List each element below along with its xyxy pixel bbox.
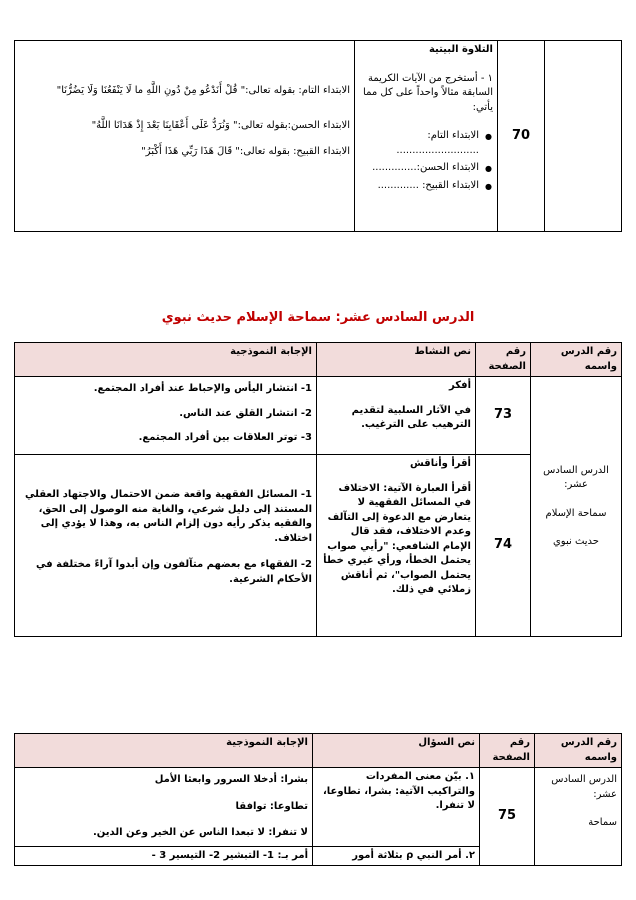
answer-cell	[15, 41, 355, 232]
table-lesson-activities	[14, 342, 622, 637]
activity-cell	[355, 41, 498, 232]
example-list	[359, 129, 493, 193]
answer-line: بشرا: أدخلا السرور وابعثا الأمل	[154, 774, 308, 785]
activity-cell	[317, 455, 476, 637]
answer-line: الابتداء القبيح: بقوله تعالى:" قَالَ هَذَا رَبِّي هَذَا أَكْبَرُ"	[141, 146, 350, 157]
list-item: ● الابتداء القبيح: .............	[359, 179, 479, 194]
header-page: رقم الصفحة	[476, 343, 531, 377]
table-row	[15, 377, 622, 455]
table-row	[15, 455, 622, 637]
answer-cell	[15, 455, 317, 637]
table-row	[15, 41, 622, 232]
lesson-name-line: سماحة	[588, 817, 617, 828]
empty-cell	[545, 41, 622, 232]
list-item: ● الابتداء الحسن:..............	[359, 161, 479, 176]
answer-line: تطاوعا: توافقا	[235, 800, 308, 812]
lesson-name-cell	[535, 768, 622, 866]
activity-title: التلاوة البيتية	[428, 44, 493, 55]
answer-line: 3- توتر العلاقات بين أفراد المجتمع.	[138, 432, 312, 443]
answer-line: 1- انتشار اليأس والإحباط عند أفراد المجتمع.	[93, 383, 312, 394]
table-header-row	[15, 734, 622, 768]
lesson-name-line: الدرس السادس عشر:	[543, 464, 609, 490]
answer-line: الابتداء التام: بقوله تعالى:" قُلْ أَنَدْعُو مِنْ دُونِ اللَّهِ ما لَا يَنْفَعُنَا وَلَا يَضُرُّنَا"	[56, 85, 350, 96]
page-number: 73	[476, 377, 531, 455]
answer-line: لا تنفرا: لا تبعدا الناس عن الخير وعن الدين.	[92, 827, 308, 838]
header-page: رقم الصفحة	[480, 734, 535, 768]
activity-title: أقرأ وأناقش	[410, 458, 471, 469]
answer-cell	[15, 846, 313, 866]
activity-cell	[317, 377, 476, 455]
answer-line: 1- المسائل الفقهية واقعة ضمن الاحتمال والاجتهاد العقلي المستند إلى دليل شرعي، والغاية منه الوصول إلى الحق، والفقيه يذكر رأيه دون إلزام الناس به، وهذا لا يؤدي إلى اختلاف.	[25, 489, 312, 544]
activity-text: في الآثار السلبية لتقديم الترهيب على الترغيب.	[351, 404, 471, 430]
header-question: نص السؤال	[313, 734, 480, 768]
lesson-name-line: حديث نبوي	[552, 536, 599, 547]
answer-line: 2- انتشار القلق عند الناس.	[179, 407, 312, 419]
table-recitation	[14, 40, 622, 232]
header-lesson: رقم الدرس واسمه	[535, 734, 622, 768]
page-number: 74	[476, 455, 531, 637]
answer-line: أمر بـ: 1- التبشير 2- التيسير 3 -	[151, 849, 308, 861]
header-answer: الإجابة النموذجية	[15, 343, 317, 377]
answer-cell	[15, 377, 317, 455]
header-lesson: رقم الدرس واسمه	[531, 343, 622, 377]
question-number: ١.	[465, 771, 475, 782]
page-number: 75	[480, 768, 535, 866]
table-header-row	[15, 343, 622, 377]
lesson-name-line: سماحة الإسلام	[545, 507, 607, 519]
activity-instruction: ١ - أستخرج من الآيات الكريمة السابقة مثالاً واحداً على كل مما يأتي:	[363, 72, 493, 113]
list-item: ● الابتداء التام: ..........................	[359, 129, 479, 158]
table-lesson-questions	[14, 733, 622, 866]
answer-cell	[15, 768, 313, 847]
table-row	[15, 768, 622, 847]
question-text: أمر النبي ρ بثلاثة أمور	[352, 849, 462, 861]
answer-line: 2- الفقهاء مع بعضهم متآلفون وإن أبدوا آراءً مختلفة في الأحكام الشرعية.	[36, 559, 312, 585]
page-number: 70	[498, 41, 545, 232]
header-answer: الإجابة النموذجية	[15, 734, 313, 768]
activity-text: أقرأ العبارة الآتية: الاختلاف في المسائل الفقهية لا يتعارض مع الدعوة إلى التآلف وعدم الاختلاف، فقد قال الإمام الشافعي: "رأيي صواب يحتمل الخطأ، ورأي غيري خطأ يحتمل الصواب"، ثم أناقش زملائي في ذلك.	[323, 482, 471, 595]
question-cell	[313, 768, 480, 847]
answer-line: الابتداء الحسن:بقوله تعالى:" وَنُرَدُّ عَلَى أَعْقَابِنَا بَعْدَ إِذْ هَدَانَا اللَّهُ"	[91, 119, 350, 131]
question-cell	[313, 846, 480, 866]
activity-title: أفكر	[448, 380, 471, 391]
lesson-title: الدرس السادس عشر: سماحة الإسلام حديث نبوي	[161, 310, 475, 325]
lesson-name-line: الدرس السادس عشر:	[551, 774, 617, 800]
header-activity: نص النشاط	[317, 343, 476, 377]
lesson-name-cell	[531, 377, 622, 637]
question-text: بيّن معنى المفردات والتراكيب الآتية: بشرا، تطاوعا، لا تنفرا.	[322, 771, 475, 811]
question-number: ٢.	[465, 849, 475, 861]
